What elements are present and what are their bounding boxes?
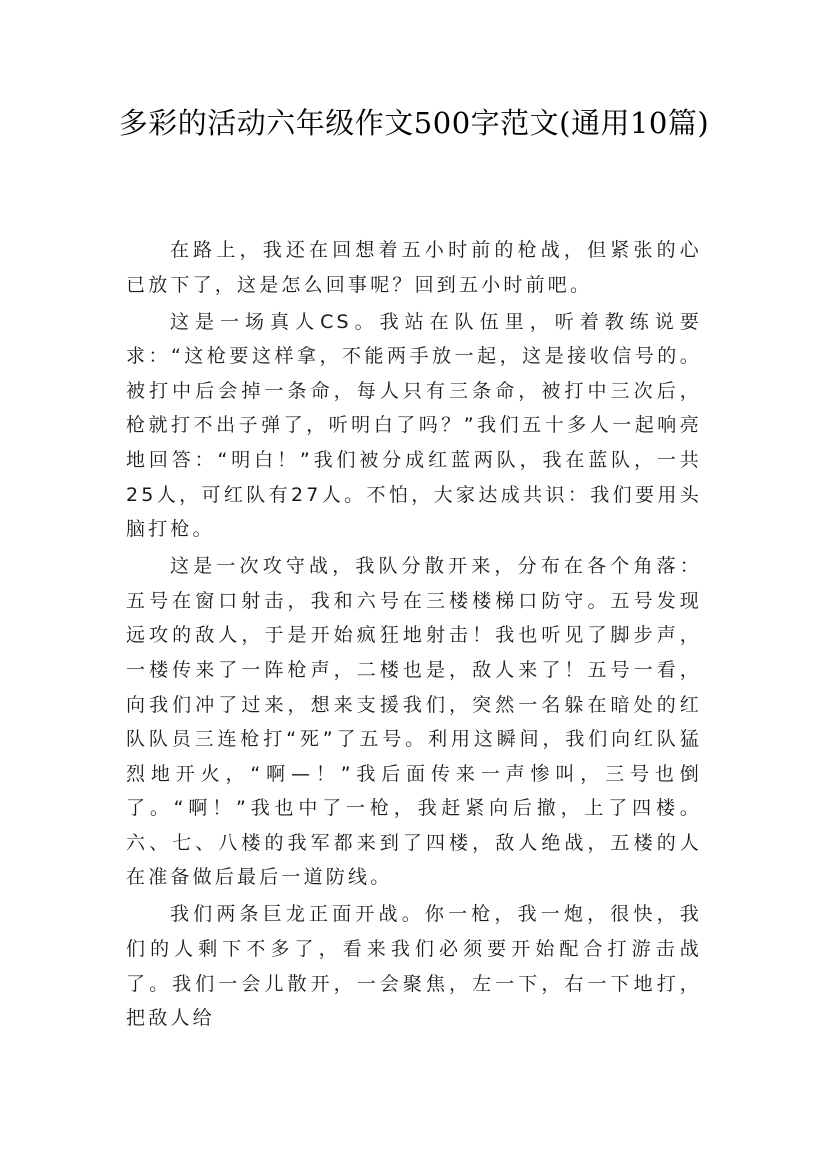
paragraph: 这是一场真人CS。我站在队伍里，听着教练说要求：“这枪要这样拿，不能两手放一起，这是接收信号的。被打中后会掉一条命，每人只有三条命，被打中三次后，枪就打不出子弹了，听明白了吗？”我们五十多人一起响亮地回答：“明白！”我们被分成红蓝两队，我在蓝队，一共25人，可红队有27人。不怕，大家达成共识：我们要用头脑打枪。 xyxy=(126,310,702,541)
paragraph: 我们两条巨龙正面开战。你一枪，我一炮，很快，我们的人剩下不多了，看来我们必须要开始配合打游击战了。我们一会儿散开，一会聚焦，左一下，右一下地打，把敌人给 xyxy=(126,903,702,1030)
document-title: 多彩的活动六年级作文500字范文(通用10篇) xyxy=(118,106,710,140)
paragraph: 这是一次攻守战，我队分散开来，分布在各个角落：五号在窗口射击，我和六号在三楼楼梯口防守。五号发现远攻的敌人，于是开始疯狂地射击！我也听见了脚步声，一楼传来了一阵枪声，二楼也是，敌人来了！五号一看，向我们冲了过来，想来支援我们，突然一名躲在暗处的红队队员三连枪打“死”了五号。利用这瞬间，我们向红队猛烈地开火，“啊—！”我后面传来一声惨叫，三号也倒了。“啊！”我也中了一枪，我赶紧向后撤，上了四楼。六、七、八楼的我军都来到了四楼，敌人绝战，五楼的人在准备做后最后一道防线。 xyxy=(126,555,702,889)
paragraph: 在路上，我还在回想着五小时前的枪战，但紧张的心已放下了，这是怎么回事呢？回到五小时前吧。 xyxy=(126,239,702,296)
document-body xyxy=(126,233,702,1038)
